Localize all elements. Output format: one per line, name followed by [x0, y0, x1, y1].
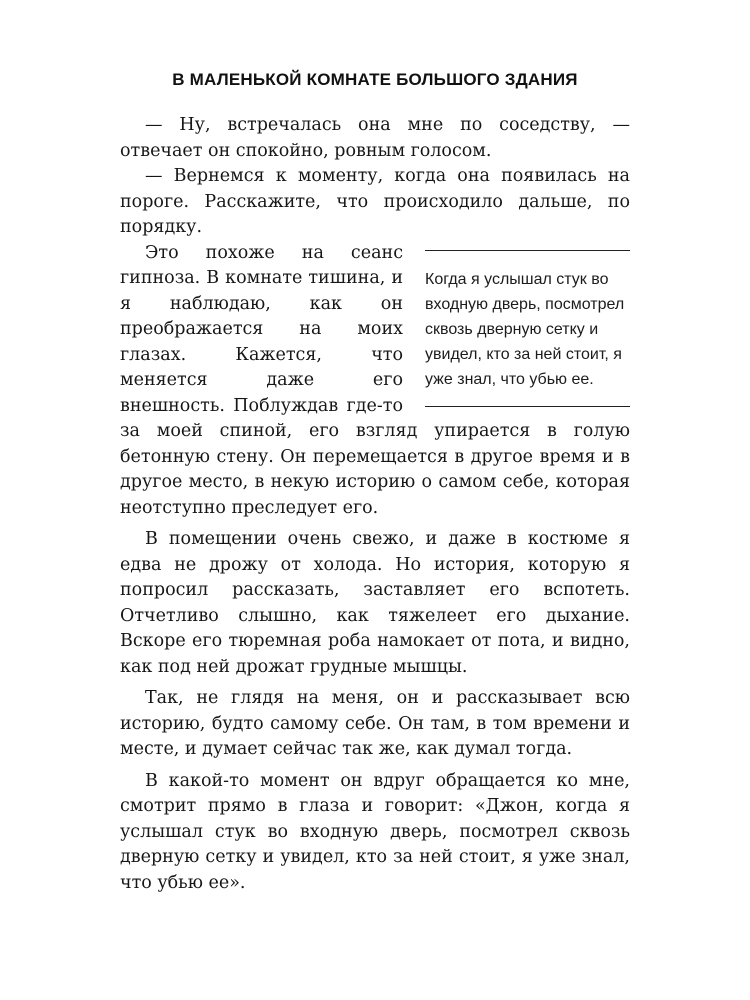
paragraph-2: — Вернемся к моменту, когда она появилась на пороге. Расскажите, что происходило дальше, по порядку.: [120, 166, 630, 237]
running-header: В МАЛЕНЬКОЙ КОМНАТЕ БОЛЬШОГО ЗДАНИЯ: [172, 70, 578, 89]
paragraph-6: В какой-то момент он вдруг обращается ко мне, смотрит прямо в глаза и говорит: «Джон, когда я услышал стук во входную дверь, посмотрел сквозь дверную сетку и увидел, кто за ней стоит, я уже знал, что убью ее».: [120, 770, 630, 893]
paragraph-3: [120, 241, 630, 522]
paragraph-4: В помещении очень свежо, и даже в костюме я едва не дрожу от холода. Но история, которую я попросил рассказать, заставляет его вспотеть. Отчетливо слышно, как тяжелеет его дыхание. Вскоре его тюремная роба намокает от пота, и видно, как под ней дрожат грудные мышцы.: [120, 529, 630, 677]
pull-quote: Когда я услышал стук во входную дверь, посмотрел сквозь дверную сетку и увидел, кто за ней стоит, я уже знал, что убью ее.: [425, 250, 630, 407]
paragraph-3-text: Это похоже на сеанс гипноза. В комнате тишина, и я наблюдаю, как он преображается на моих глазах. Кажется, что меняется даже его внешность. Поблуждав где-то за моей спиной, его взгляд упирается в голую бетонную стену. Он перемещается в другое время и в другое место, в некую историю о самом себе, которая неотступно преследует его.: [120, 242, 630, 518]
paragraph-5: Так, не глядя на меня, он и рассказывает всю историю, будто самому себе. Он там, в том времени и месте, и думает сейчас так же, как думал тогда.: [120, 688, 630, 759]
body-text: [120, 113, 630, 896]
paragraph-1: — Ну, встречалась она мне по соседству, — отвечает он спокойно, ровным голосом.: [120, 115, 630, 161]
